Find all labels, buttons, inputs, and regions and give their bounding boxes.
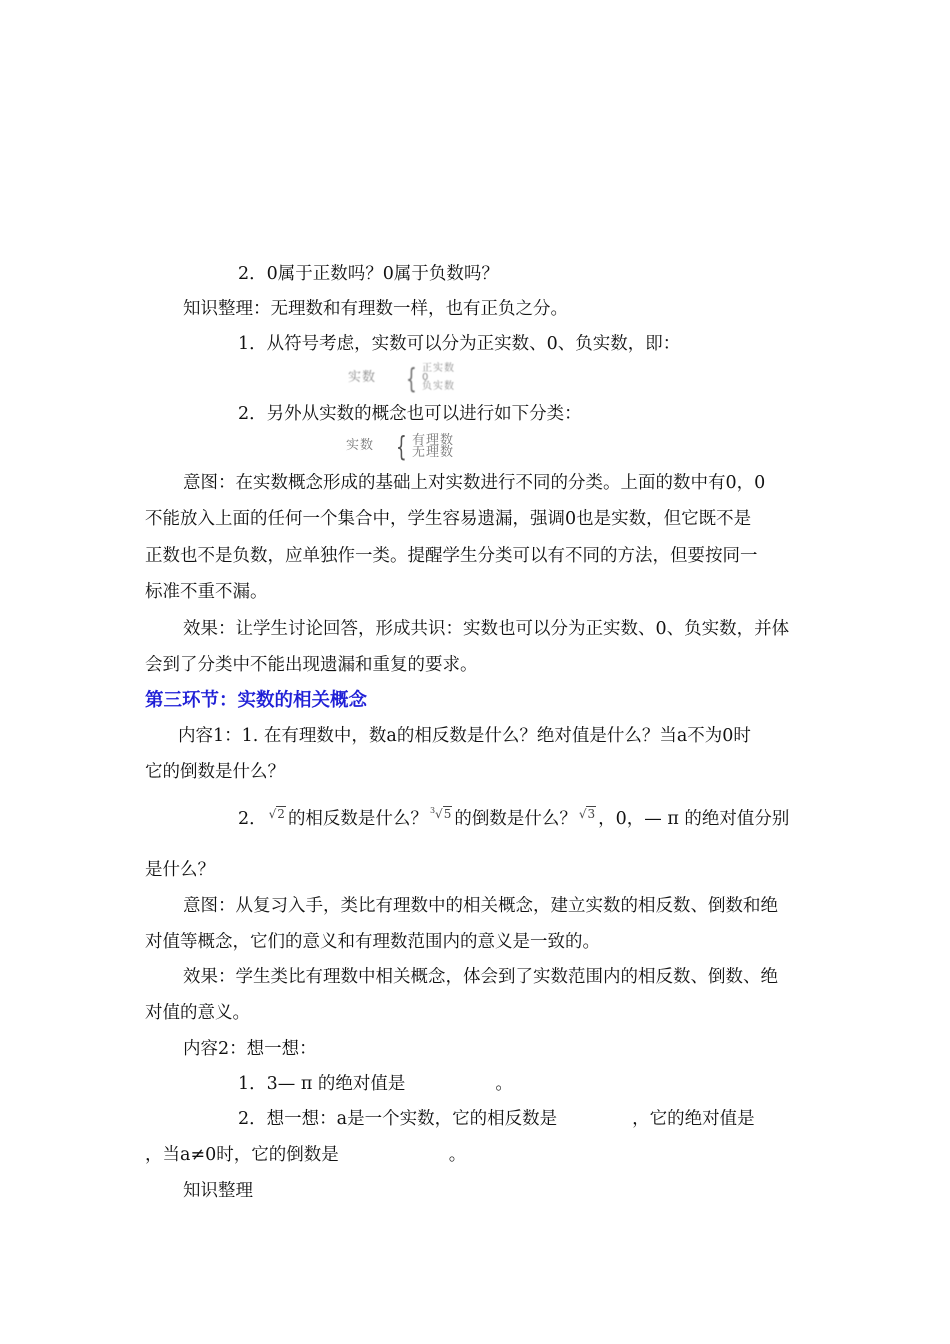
punctuation: 。 — [448, 1145, 467, 1165]
intent-2-line: 对值等概念，它们的意义和有理数范围内的意义是一致的。 — [145, 932, 600, 952]
sqrt-3-expression: √3 — [578, 807, 596, 821]
effect-2-line: 效果：学生类比有理数中相关概念，体会到了实数范围内的相反数、倒数、绝 — [183, 967, 778, 987]
question-number: 2． — [238, 809, 267, 829]
cbrt-5-expression: $^3$√5 — [429, 806, 452, 821]
scheme-item: 正实数 — [422, 363, 455, 374]
scheme-item: 0 — [422, 372, 430, 383]
scheme-item: 负实数 — [422, 381, 455, 392]
knowledge-summary-1: 知识整理：无理数和有理数一样，也有正负之分。 — [183, 299, 568, 319]
scheme-root: 实数 — [348, 370, 377, 385]
intent-2-line: 意图：从复习入手，类比有理数中的相关概念，建立实数的相反数、倒数和绝 — [183, 896, 778, 916]
scheme-item: 无理数 — [412, 445, 455, 460]
question-text: 的相反数是什么？ — [287, 809, 428, 829]
radicand: 3 — [587, 807, 596, 821]
think-question-2-cont — [145, 1143, 466, 1167]
question-2-end: 是什么？ — [145, 860, 215, 880]
classification-scheme-concept — [346, 430, 496, 463]
think-question-2 — [238, 1107, 755, 1131]
radicand: 2 — [277, 807, 285, 821]
classification-by-sign: 1．从符号考虑，实数可以分为正实数、0、负实数，即： — [238, 334, 681, 354]
question-text: 2．想一想：a是一个实数，它的相反数是 — [238, 1109, 558, 1129]
think-question-1 — [238, 1072, 513, 1096]
classification-by-concept: 2．另外从实数的概念也可以进行如下分类： — [238, 404, 582, 424]
radicand: 5 — [443, 807, 452, 821]
scheme-root: 实数 — [346, 438, 375, 453]
punctuation: 。 — [495, 1074, 513, 1094]
brace-icon: { — [406, 362, 417, 395]
content-2-label: 内容2：想一想： — [183, 1039, 317, 1059]
question-text: ，0，— π 的绝对值分别 — [598, 809, 790, 829]
classification-scheme-sign — [348, 362, 518, 395]
question-2-radicals — [238, 802, 789, 831]
intent-paragraph-line: 正数也不是负数，应单独作一类。提醒学生分类可以有不同的方法，但要按同一 — [145, 546, 758, 566]
intent-paragraph-line: 意图：在实数概念形成的基础上对实数进行不同的分类。上面的数中有0，0 — [183, 473, 766, 493]
question-2-zero: 2．0属于正数吗？0属于负数吗？ — [238, 264, 499, 284]
root-index: 3 — [429, 806, 436, 815]
knowledge-summary-2: 知识整理 — [183, 1181, 253, 1201]
sqrt-2-expression: √2 — [268, 807, 285, 821]
intent-paragraph-line: 标准不重不漏。 — [145, 582, 268, 602]
intent-paragraph-line: 不能放入上面的任何一个集合中，学生容易遗漏，强调0也是实数，但它既不是 — [145, 509, 752, 529]
question-text: 1．3— π 的绝对值是 — [238, 1074, 406, 1094]
question-text: ，当a≠0时，它的倒数是 — [145, 1145, 339, 1165]
brace-icon: { — [396, 430, 407, 463]
content-1-line: 内容1：1. 在有理数中，数a的相反数是什么？绝对值是什么？当a不为0时 — [178, 726, 751, 746]
section-heading: 第三环节：实数的相关概念 — [145, 690, 368, 711]
effect-paragraph-line: 会到了分类中不能出现遗漏和重复的要求。 — [145, 655, 478, 675]
content-1-line: 它的倒数是什么？ — [145, 762, 285, 782]
question-text: ，它的绝对值是 — [632, 1109, 755, 1129]
question-text: 的倒数是什么？ — [454, 809, 577, 829]
effect-2-line: 对值的意义。 — [145, 1003, 250, 1023]
scheme-item: 有理数 — [412, 433, 455, 448]
effect-paragraph-line: 效果：让学生讨论回答，形成共识：实数也可以分为正实数、0、负实数，并体 — [183, 619, 790, 639]
